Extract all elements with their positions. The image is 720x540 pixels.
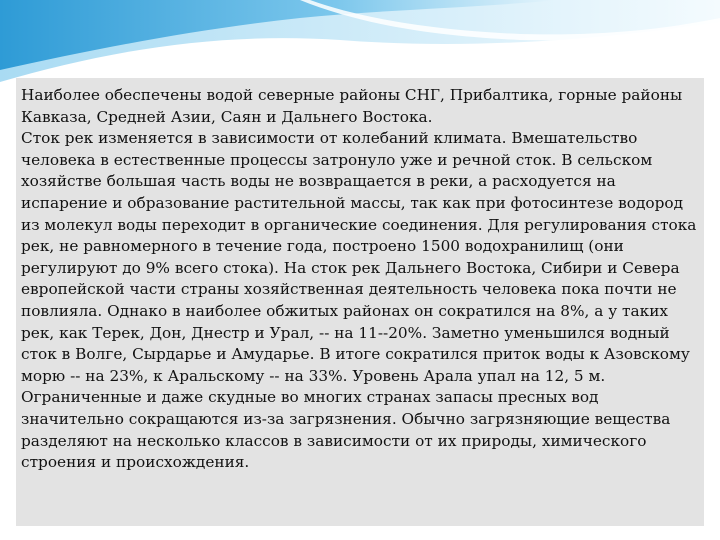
top-wave-decoration [0, 0, 720, 90]
text-line: Наиболее обеспечены водой северные районы СНГ, Прибалтика, горные районы [21, 86, 683, 104]
text-line: испарение и образование растительной массы, так как при фотосинтезе водород [21, 193, 684, 212]
text-line: строения и происхождения. [21, 453, 250, 472]
text-line: морю -- на 23%, к Аральскому -- на 33%. Уровень Арала упал на 12, 5 м. [21, 366, 606, 385]
text-line: хозяйстве большая часть воды не возвращается в реки, а расходуется на [21, 172, 616, 191]
text-line: Кавказа, Средней Азии, Саян и Дальнего Востока. [21, 107, 433, 126]
text-line: рек, не равномерного в течение года, построено 1500 водохранилищ (они [21, 237, 624, 256]
text-line: регулируют до 9% всего стока). На сток рек Дальнего Востока, Сибири и Севера [21, 258, 680, 277]
text-line: повлияла. Однако в наиболее обжитых районах он сократился на 8%, а у таких [21, 301, 669, 320]
body-text [21, 85, 701, 474]
text-line: сток в Волге, Сырдарье и Амударье. В итоге сократился приток воды к Азовскому [21, 345, 690, 364]
text-line: человека в естественные процессы затронуло уже и речной сток. В сельском [21, 150, 653, 169]
text-line: европейской части страны хозяйственная деятельность человека пока почти не [21, 280, 677, 299]
text-line: из молекул воды переходит в органические соединения. Для регулирования стока [21, 215, 697, 234]
text-line: Сток рек изменяется в зависимости от колебаний климата. Вмешательство [21, 129, 638, 148]
text-line: разделяют на несколько классов в зависимости от их природы, химического [21, 431, 647, 450]
text-line: Ограниченные и даже скудные во многих странах запасы пресных вод [21, 388, 599, 407]
text-line: рек, как Терек, Дон, Днестр и Урал, -- на 11--20%. Заметно уменьшился водный [21, 323, 670, 342]
text-line: значительно сокращаются из-за загрязнения. Обычно загрязняющие вещества [21, 409, 671, 428]
